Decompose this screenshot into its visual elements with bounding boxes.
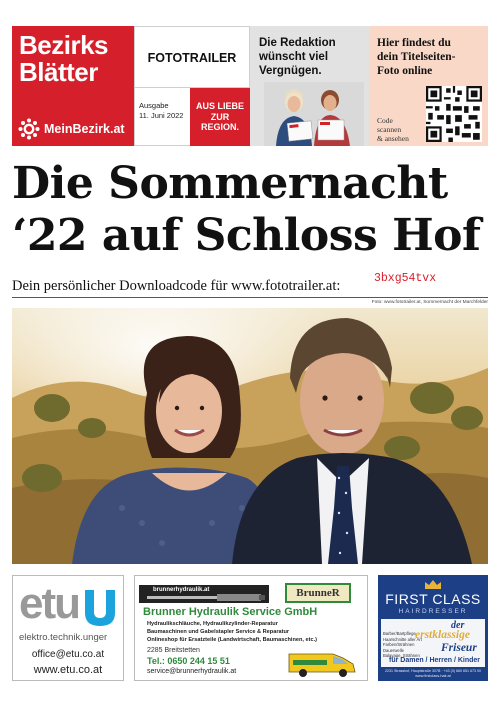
page-headline bbox=[12, 158, 492, 262]
etu-email[interactable]: office@etu.co.at bbox=[31, 649, 105, 660]
etu-u-mark-icon bbox=[83, 590, 117, 626]
edition-label: Ausgabe bbox=[139, 101, 169, 110]
redaktion-panel bbox=[250, 26, 370, 146]
qr-caption-line: scannen bbox=[377, 125, 402, 134]
etu-web[interactable]: www.etu.co.at bbox=[33, 664, 103, 676]
meinbezirk-brand bbox=[18, 118, 125, 140]
brunner-service-line: Baumaschinen und Gabelstapler Service & Reparatur bbox=[147, 629, 290, 635]
logo-line2: Blätter bbox=[19, 57, 98, 87]
slogan-line: REGION. bbox=[200, 122, 239, 133]
brunner-services bbox=[147, 620, 317, 644]
titelfoto-line: Foto online bbox=[377, 65, 433, 77]
slogan-line: AUS LIEBE bbox=[195, 101, 244, 112]
brunner-title: Brunner Hydraulik Service GmbH bbox=[143, 606, 318, 618]
qr-caption-line: Code bbox=[377, 116, 393, 125]
firstclass-subtitle: HAIRDRESSER bbox=[398, 608, 468, 615]
firstclass-panel bbox=[381, 619, 485, 667]
firstclass-title: FIRST CLASS bbox=[385, 591, 481, 607]
divider bbox=[12, 297, 488, 298]
firstclass-address: 2231 Strasshof, Hauptstraße 307B · +43 (0) 660 651 673 00 bbox=[385, 669, 481, 673]
titelfoto-text bbox=[377, 36, 455, 78]
service-van-icon bbox=[285, 648, 359, 678]
titelfoto-line: dein Titelseiten- bbox=[377, 51, 456, 63]
headline-line1: Die Sommernacht bbox=[12, 158, 448, 209]
slogan-badge bbox=[190, 88, 250, 146]
ad-etu[interactable] bbox=[12, 575, 124, 681]
edition-date: 11. Juni 2022 bbox=[139, 111, 184, 120]
slogan-line: ZUR bbox=[210, 111, 230, 122]
brunner-strip bbox=[139, 585, 269, 603]
bezirksblaetter-logo bbox=[12, 26, 134, 146]
titelfoto-panel bbox=[370, 26, 488, 146]
redaktion-photo bbox=[264, 82, 364, 146]
download-label: Dein persönlicher Downloadcode für www.fototrailer.at: bbox=[12, 278, 341, 294]
qr-caption-line: & ansehen bbox=[377, 134, 409, 143]
section-title: FOTOTRAILER bbox=[147, 51, 237, 65]
redaktion-text bbox=[259, 36, 336, 78]
qr-caption bbox=[377, 116, 409, 143]
ad-brunner[interactable] bbox=[134, 575, 368, 681]
logo-wordmark bbox=[19, 32, 108, 86]
ad-firstclass[interactable] bbox=[378, 575, 488, 681]
brunner-phone[interactable]: Tel.: 0650 244 15 51 bbox=[147, 656, 230, 666]
download-code[interactable]: 3bxg54tvx bbox=[374, 272, 437, 285]
logo-line1: Bezirks bbox=[19, 30, 108, 60]
brunner-email[interactable]: service@brunnerhydraulik.at bbox=[147, 668, 237, 675]
main-photo bbox=[12, 308, 488, 564]
brunner-service-line: Onlineshop für Ersatzteile (Landwirtschaft, Baumaschinen, etc.) bbox=[147, 637, 318, 643]
firstclass-friseur: Friseur bbox=[441, 642, 477, 654]
hydraulic-cylinder-icon bbox=[147, 594, 265, 601]
meinbezirk-icon bbox=[18, 118, 40, 140]
brunner-service-line: Hydraulikschläuche, Hydraulikzylinder-Reparatur bbox=[147, 621, 278, 627]
headline-line2: ‘22 auf Schloss Hof bbox=[12, 210, 481, 261]
brunner-logo bbox=[285, 583, 351, 603]
brunner-brand: BrunneR bbox=[296, 587, 340, 599]
meinbezirk-label: MeinBezirk.at bbox=[44, 122, 125, 136]
brunner-strip-text: brunnerhydraulik.at bbox=[153, 587, 210, 593]
couple-photo bbox=[12, 308, 488, 564]
photo-credit: Foto: www.fototrailer.at, Sommernacht der Marchfelder bbox=[371, 300, 488, 305]
titelfoto-line: Hier findest du bbox=[377, 37, 451, 49]
redaktion-line: wünscht viel bbox=[259, 51, 329, 63]
etu-logo: etu bbox=[19, 579, 79, 628]
firstclass-services: Barber/Bartpflege Haarschnitte aller Art Farben/Strähnen Dauerwelle Balayage, Strähnen bbox=[383, 631, 422, 658]
qr-code-icon[interactable] bbox=[426, 86, 482, 142]
firstclass-erstklassige: erstklassige bbox=[415, 629, 470, 641]
crown-icon bbox=[424, 579, 442, 590]
firstclass-who: für Damen / Herren / Kinder bbox=[389, 657, 481, 664]
redaktion-line: Vergnügen. bbox=[259, 65, 322, 77]
etu-company: elektro.technik.unger bbox=[19, 632, 108, 643]
edition-info bbox=[139, 101, 183, 121]
firstclass-web[interactable]: www.firstclass-hair.at bbox=[415, 674, 451, 678]
firstclass-der: der bbox=[451, 620, 465, 631]
brunner-address: 2285 Breitstetten bbox=[147, 647, 200, 654]
redaktion-line: Die Redaktion bbox=[259, 37, 336, 49]
